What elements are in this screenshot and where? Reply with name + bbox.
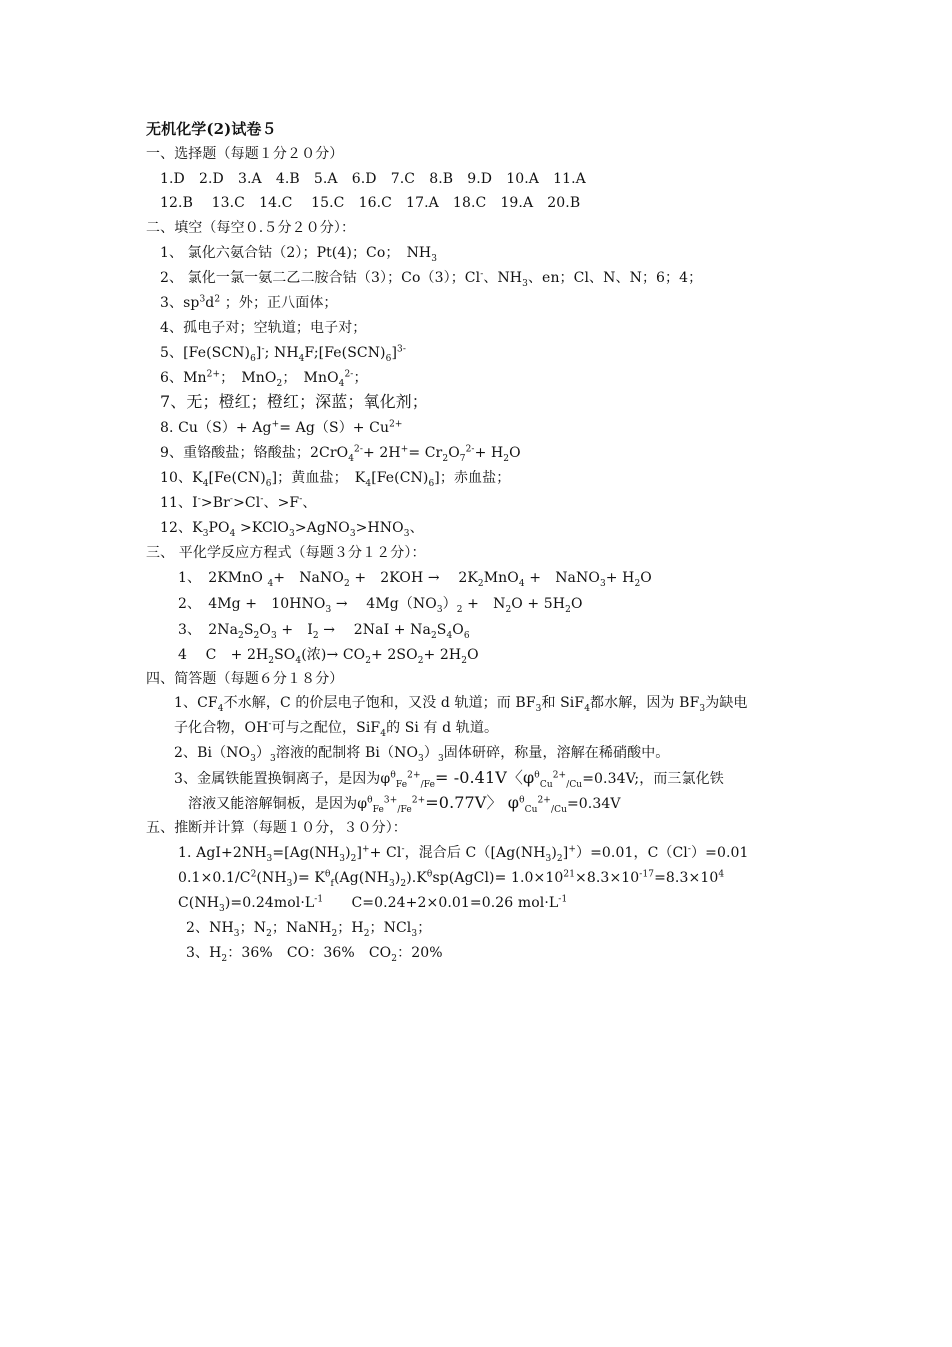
section-3-heading: 三、 平化学反应方程式（每题３分１２分）： bbox=[146, 545, 426, 561]
fill-item-7: 7、无；橙红；橙红；深蓝；氧化剂； bbox=[160, 392, 428, 411]
calc-2: 2、$NH_3$；$N_2$；NaNH$_2$；$H_2$；NCl$_3$； bbox=[186, 920, 432, 939]
fill-item-5: 5、$[Fe(SCN)_6]^-$; $NH_4F;[Fe(SCN)_6]^{3-}$ bbox=[160, 344, 406, 364]
fill-item-1: 1、 氯化六氨合钴（2）；Pt(4)；Co； $NH_3$ bbox=[160, 245, 438, 264]
equation-1: 1、 2KMnO $_4$+ NaNO$_2$ + 2KOH → $2K_2MnO_4$ + NaNO$_3$+ $H_2O$ bbox=[178, 570, 652, 589]
page-title: 无机化学(2)试卷５ bbox=[146, 120, 277, 138]
short-answer-1-line-2: 子化合物，OH-可与之配位，SiF$_4$的 Si 有 d 轨道。 bbox=[174, 719, 499, 739]
fill-item-2: 2、 氯化一氯一氨二乙二胺合钴（3）；Co（3）；Cl-、$NH_3$、en；Cl、N、N；6；4； bbox=[160, 269, 703, 289]
section-5-heading: 五、推断并计算（每题１０分，３０分）： bbox=[146, 820, 407, 836]
fill-item-3: 3、$sp^3d^2$ ；外；正八面体； bbox=[160, 294, 338, 311]
calc-1-line-3: $C(NH_3)=0.24mol\cdot L^{-1}$ C=0.24+2×0.01=0.26 $mol\cdot L^{-1}$ bbox=[178, 894, 568, 914]
short-answer-1-line-1: 1、$CF_4$不水解，C 的价层电子饱和，又没 d 轨道；而 $BF_3$和 SiF$_4$都水解，因为 $BF_3$为缺电 bbox=[174, 695, 748, 714]
short-answer-3-line-2: 溶液又能溶解铜板，是因为$\varphi^\theta_{Fe}^{3+}_{/Fe}^{2+}=0.77V$〉 $\varphi^\theta_{Cu}^{2+}_{/Cu}=0.34V$ bbox=[188, 793, 621, 815]
section-1-heading: 一、选择题（每题１分２０分） bbox=[146, 146, 344, 162]
fill-item-10: 10、$K_4[Fe(CN)_6]$；黄血盐； $K_4[Fe(CN)_6]$；赤血盐； bbox=[160, 470, 511, 489]
fill-item-6: 6、$Mn^{2+}$； MnO$_2$； MnO$_4^{2-}$； bbox=[160, 369, 368, 389]
short-answer-3-line-1: 3、金属铁能置换铜离子，是因为$\varphi^\theta_{Fe}^{2+}_{/Fe}= -0.41V$〈$\varphi^\theta_{Cu}^{2+}_{/Cu}=0.34V$;，而三氯化铁 bbox=[174, 768, 724, 790]
short-answer-2: 2、$Bi(NO_3)_3$溶液的配制将 $Bi(NO_3)_3$固体研碎，称量，溶解在稀硝酸中。 bbox=[174, 745, 670, 764]
calc-1-line-1: 1. $AgI+2NH_3=[Ag(NH_3)_2]^++ Cl^-$，混合后 $C([Ag(NH_3)_2]^+)=0.01$，C（Cl-）=0.01 bbox=[178, 844, 749, 864]
equation-3: 3、 $2Na_2S_2O_3$ + $I_2$ → $2NaI + Na_2S_4O_6$ bbox=[178, 622, 470, 641]
equation-4: 4 C + $2H_2SO_4$(浓)→ $CO_2+ 2SO_2+ 2H_2O$ bbox=[178, 647, 479, 666]
fill-item-4: 4、孤电子对；空轨道；电子对； bbox=[160, 320, 367, 336]
fill-item-12: 12、$K_3PO_4$ $>KClO_3>AgNO_3>HNO_3$、 bbox=[160, 520, 424, 539]
fill-item-9: 9、重铬酸盐；铬酸盐；$2CrO_4^{2-}+ 2H^+= Cr_2O_7^{2-}+ H_2O$ bbox=[160, 444, 521, 464]
calc-1-line-2: $0.1\times 0.1/C^2(NH_3)=$ $K^\theta_f(Ag(NH_3)_2).K^\theta sp(AgCl)= 1.0\times 10^{21}\times 8.3\times 10^{-17}=8.3\times 10^4$ bbox=[178, 869, 725, 889]
answers-row-1: 1.D 2.D 3.A 4.B 5.A 6.D 7.C 8.B 9.D 10.A 11.A bbox=[160, 171, 586, 187]
section-4-heading: 四、简答题（每题６分１８分） bbox=[146, 671, 344, 687]
calc-3: 3、$H_2$：36% CO：36% $CO_2$：20% bbox=[186, 945, 443, 964]
equation-2: 2、 4Mg + $10HNO_3$ → $4Mg(NO_3)_2$ + $N_2O + 5H_2O$ bbox=[178, 596, 583, 615]
section-2-heading: 二、填空（每空０.５分２０分）： bbox=[146, 220, 356, 236]
answers-row-2: 12.B 13.C 14.C 15.C 16.C 17.A 18.C 19.A 20.B bbox=[160, 195, 581, 211]
fill-item-11: 11、I->Br->Cl-、>F-、 bbox=[160, 494, 317, 511]
fill-item-8: 8. $Cu(S)+ Ag^+= Ag(S)+ Cu^{2+}$ bbox=[160, 419, 403, 436]
